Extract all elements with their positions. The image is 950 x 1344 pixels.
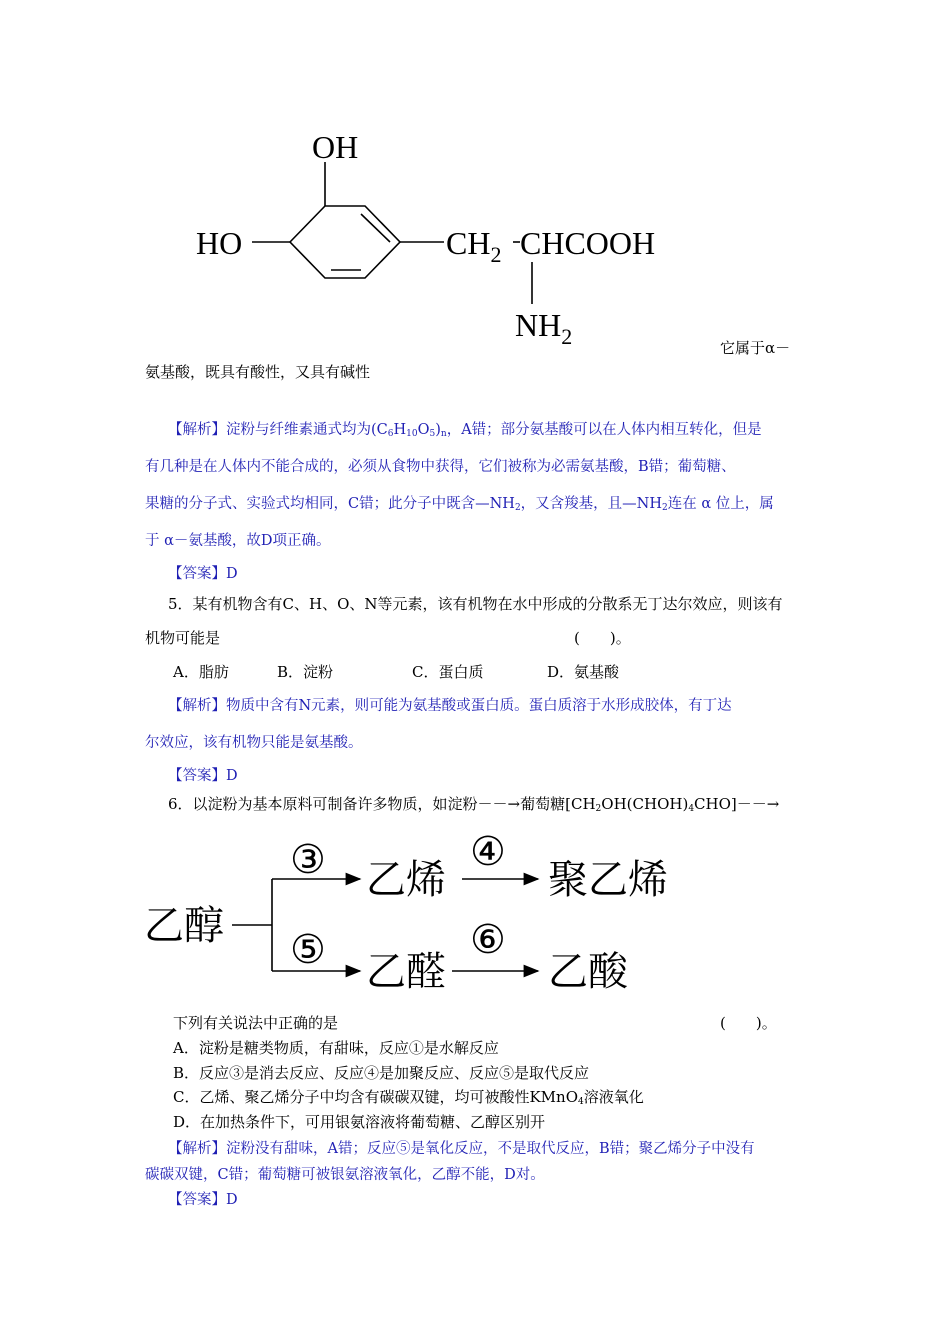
q5-stem-line2: 机物可能是: [145, 629, 221, 647]
reaction-6-label: ⑥: [470, 917, 506, 962]
q5-analysis-line1: 【解析】物质中含有N元素，则可能为氨基酸或蛋白质。蛋白质溶于水形成胶体，有丁达: [168, 698, 732, 714]
reaction-5-label: ⑤: [290, 927, 326, 972]
q4-answer: 【答案】D: [168, 566, 238, 582]
q6-stem: 6．以淀粉为基本原料可制备许多物质，如淀粉－－→葡萄糖$[CH_2OH(CHOH)_4CHO]--\to$: [168, 795, 780, 814]
q5-analysis-line2: 尔效应，该有机物只能是氨基酸。: [145, 735, 363, 751]
arrow-1: －－→: [477, 795, 521, 813]
ho-left-label: HO: [196, 225, 243, 261]
nh2-label: $NH_2$: [515, 307, 573, 349]
q6-question: 下列有关说法中正确的是: [173, 1014, 339, 1032]
q4-analysis-line3: 果糖的分子式、实验式均相同，C错；此分子中既含$—NH_2$，又含羧基，且$—NH_2$连在 α 位上，属: [145, 496, 774, 513]
acetic-acid-label: 乙酸: [548, 949, 628, 994]
q6-option-c: C．乙烯、聚乙烯分子中均含有碳碳双键，均可被酸性KMnO$_4$溶液氧化: [173, 1088, 644, 1107]
q6-option-d: D．在加热条件下，可用银氨溶液将葡萄糖、乙醇区别开: [173, 1113, 546, 1131]
q5-stem-line1: 5．某有机物含有C、H、O、N等元素，该有机物在水中形成的分散系无丁达尔效应，则该有: [168, 595, 783, 613]
q5-option-b: B．淀粉: [277, 663, 334, 681]
reaction-scheme: [140, 825, 700, 1000]
reaction-4-label: ④: [470, 829, 506, 874]
q6-paren: ( )。: [720, 1014, 777, 1032]
q4-analysis-line1: 【解析】淀粉与纤维素通式均为$(C_6H_{10}O_5)_n$，A错；部分氨基酸可以在人体内相互转化，但是: [168, 422, 762, 439]
molecule-structure: [190, 120, 700, 360]
ch2-label: $CH_2$: [446, 225, 502, 267]
q6-option-b: B．反应③是消去反应、反应④是加聚反应、反应⑤是取代反应: [173, 1064, 590, 1082]
ethylene-label: 乙烯: [366, 857, 446, 902]
q5-paren: ( )。: [574, 629, 631, 647]
polyethylene-label: 聚乙烯: [548, 857, 668, 902]
chcooh-label: CHCOOH: [520, 225, 656, 261]
benzene-ring: [290, 206, 400, 278]
q5-answer: 【答案】D: [168, 768, 238, 784]
acetaldehyde-label: 乙醛: [366, 949, 446, 994]
q4-analysis-line2: 有几种是在人体内不能合成的，必须从食物中获得，它们被称为必需氨基酸，B错；葡萄糖、: [145, 459, 736, 475]
reaction-3-label: ③: [290, 837, 326, 882]
oh-top-label: OH: [312, 129, 359, 165]
q5-option-d: D．氨基酸: [547, 663, 620, 681]
ethanol-label: 乙醇: [144, 903, 224, 948]
q6-analysis-line2: 碳碳双键，C错；葡萄糖可被银氨溶液氧化，乙醇不能，D对。: [145, 1167, 545, 1183]
q4-analysis-line4: 于 α－氨基酸，故D项正确。: [145, 533, 331, 549]
q6-answer: 【答案】D: [168, 1192, 238, 1208]
arrow-2: －－→: [736, 795, 780, 813]
q6-analysis-line1: 【解析】淀粉没有甜味，A错；反应⑤是氧化反应，不是取代反应，B错；聚乙烯分子中没有: [168, 1141, 755, 1157]
q5-option-c: C．蛋白质: [412, 663, 484, 681]
q4-tail-line1: 它属于α－: [720, 339, 791, 357]
q4-tail-line2: 氨基酸，既具有酸性，又具有碱性: [145, 363, 371, 381]
q5-option-a: A．脂肪: [173, 663, 229, 681]
q6-option-a: A．淀粉是糖类物质，有甜味，反应①是水解反应: [173, 1039, 499, 1057]
